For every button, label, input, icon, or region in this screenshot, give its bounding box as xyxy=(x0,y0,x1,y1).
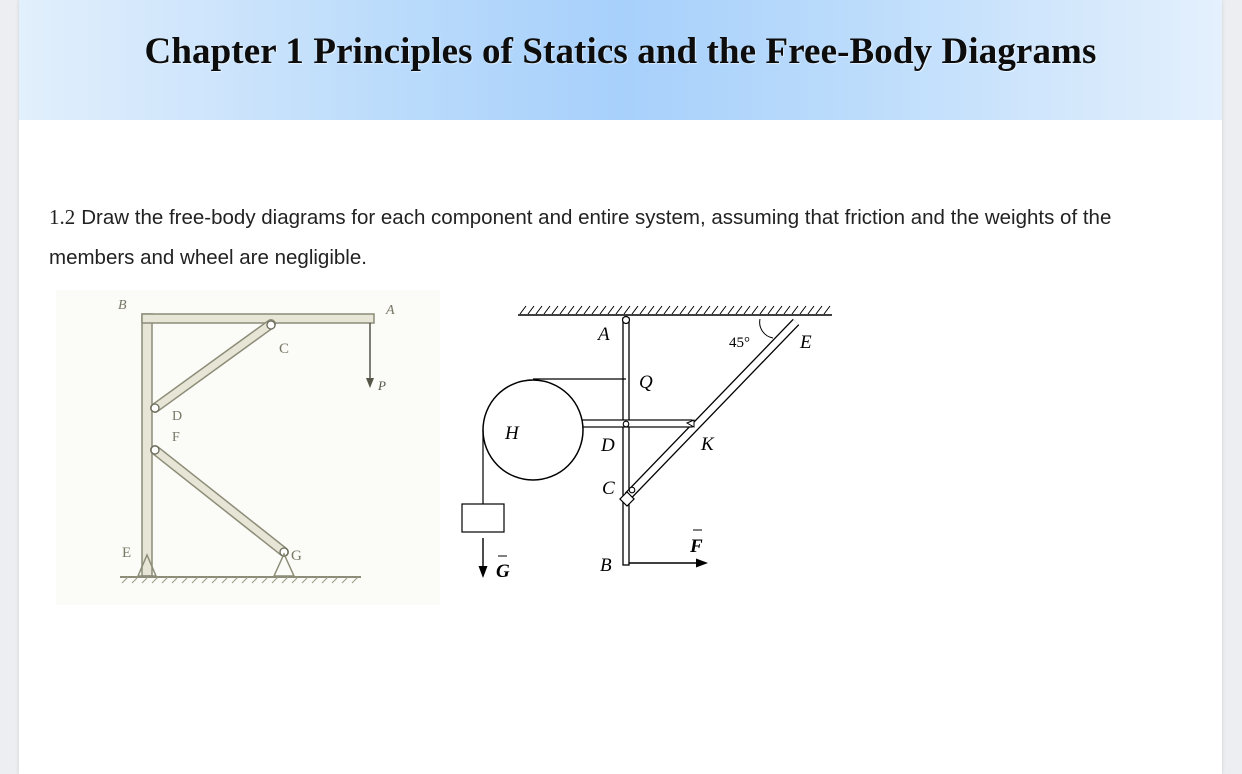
vertical-post xyxy=(623,318,629,565)
label-h: H xyxy=(505,423,519,444)
angle-arc xyxy=(760,319,773,338)
label-b: B xyxy=(600,555,612,576)
label-k: K xyxy=(701,434,714,455)
crane-figure xyxy=(440,290,850,590)
frame-figure xyxy=(56,290,440,605)
label-d: D xyxy=(601,435,615,456)
label-g: G xyxy=(496,561,510,582)
horizontal-beam xyxy=(142,314,374,323)
pin-c xyxy=(267,321,275,329)
force-f-arrowhead xyxy=(696,559,708,568)
problem-number: 1.2 xyxy=(49,205,76,229)
label-a: A xyxy=(386,303,395,318)
pin-c xyxy=(629,487,635,493)
label-e: E xyxy=(800,332,812,353)
label-f: F xyxy=(172,430,180,445)
problem-statement xyxy=(49,197,1159,278)
pin-f xyxy=(151,446,159,454)
chapter-title: Chapter 1 Principles of Statics and the Free-Body Diagrams xyxy=(144,31,1097,72)
problem-text: Draw the free-body diagrams for each component and entire system, assuming that friction and the weights of the members and wheel are negligible. xyxy=(49,206,1112,269)
label-c: C xyxy=(602,478,615,499)
pin-a xyxy=(623,317,630,324)
label-e: E xyxy=(122,545,132,561)
weight-arrowhead xyxy=(479,566,488,578)
title-banner xyxy=(19,0,1222,120)
label-c: C xyxy=(279,341,290,357)
label-d: D xyxy=(172,409,183,424)
label-b: B xyxy=(118,298,127,313)
label-g: G xyxy=(291,548,302,564)
vertical-column xyxy=(142,314,152,576)
pulley-wheel xyxy=(483,380,583,480)
pin-d xyxy=(623,421,629,427)
label-q: Q xyxy=(639,372,653,393)
diagonal-bar-ce-fill xyxy=(628,322,796,496)
hanging-weight xyxy=(462,504,504,532)
label-f: F xyxy=(690,536,703,557)
label-p: P xyxy=(378,378,386,393)
pin-d xyxy=(151,404,159,412)
label-angle: 45° xyxy=(729,335,750,351)
ceiling-hatching xyxy=(520,306,830,314)
label-a: A xyxy=(598,324,610,345)
